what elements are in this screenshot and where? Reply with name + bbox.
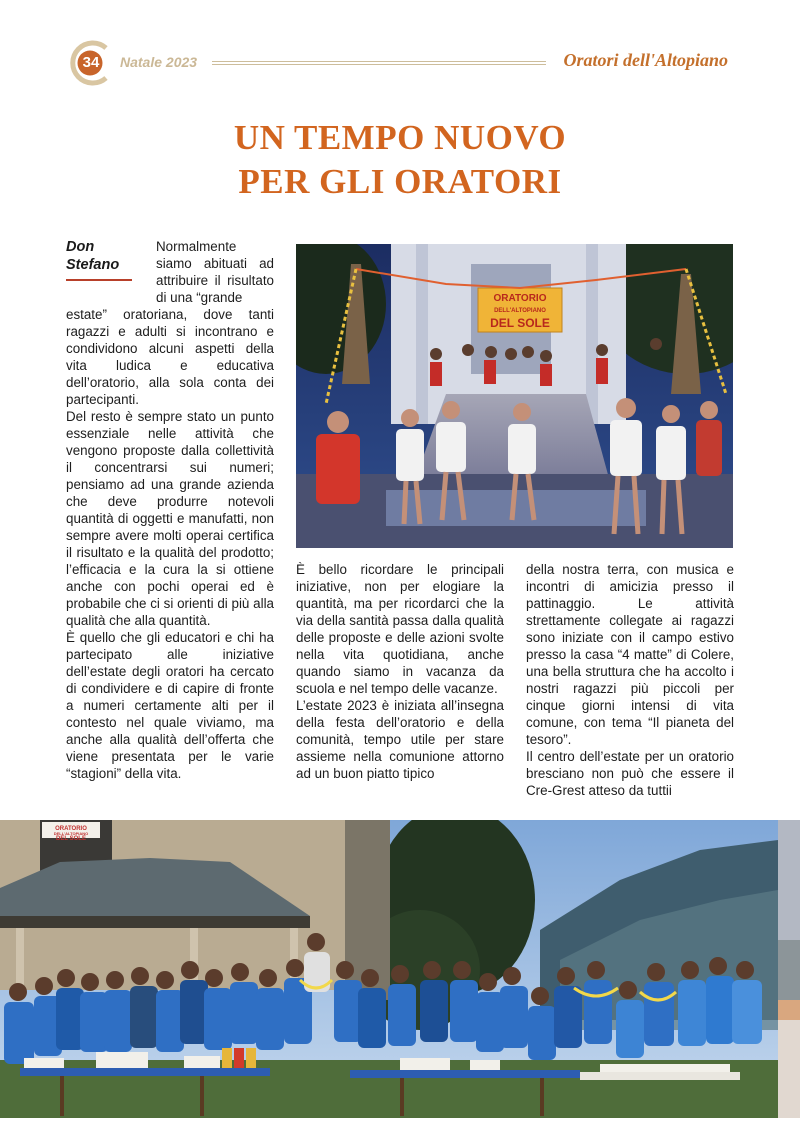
author-line-1: Don [66,239,95,255]
paragraph: estate” oratoriana, dove tanti ragazzi e adulti si incontrano e condividono alcuni aspetti della vita ludica e educativa dell’oratorio, alla sola conta dei partecipanti. [66,307,274,407]
author-line-2: Stefano [66,257,120,273]
banner-line-2: DELL'ALTOPIANO [494,308,546,314]
page-header [0,0,800,100]
page-number: 34 [82,54,100,71]
paragraph: Normalmente siamo abituati ad attribuire il risultato di una “grande [156,239,274,305]
sign-line-3: DEL SOLE [56,836,86,842]
photo-group-outdoor-image [0,820,778,1118]
article-title [0,116,800,204]
photo-edge-strip-image [778,820,800,1118]
paragraph: Del resto è sempre stato un punto essenziale nelle attività che vengono proposte dalla collettività il concentrarsi sui numeri; pensiamo ad una grande azienda che deve produrre notevoli quantità di oggetti e manufatti, non sempre avere molti operai certifica il risultato e la qualità del prodotto; l’efficacia e la cura la si ottiene anche con pochi operai ed è probabile che ci si orienti di più alla qualità che alla quantità. [66,409,274,628]
paragraph: È bello ricordare le principali iniziative, non per elogiare la quantità, ma per ricordarci che la via della santità passa dalla qualità delle proposte e delle azioni svolte nella vita quotidiana, anche quando siamo in vacanza da scuola e nel tempo delle vacanze. [296,562,504,696]
text-column-3 [526,561,734,799]
issue-label: Natale 2023 [120,54,198,70]
article-title-line-2: PER GLI ORATORI [238,162,562,201]
header-rule [212,61,546,67]
section-title: Oratori dell'Altopiano [563,50,728,70]
banner-line-3: DEL SOLE [490,316,550,330]
photo-group-outdoor [0,820,778,1118]
sign-line-2: DELL'ALTOPIANO [53,831,89,836]
text-column-2 [296,561,504,782]
photo-edge-strip [778,820,800,1118]
paragraph: della nostra terra, con musica e incontri di amicizia presso il pattinaggio. Le attività strettamente collegate ai ragazzi sono iniziate con il campo estivo presso la casa “4 matte” di Colere, una bella struttura che ha accolto i nostri ragazzi più piccoli per cinque giorni intensi di vita comune, con tema “Il pianeta del tesoro”. [526,562,734,747]
photo-oratorio-stage-image [296,244,733,548]
paragraph: È quello che gli educatori e chi ha partecipato alle iniziative dell’estate degli oratori ha cercato di condividere e di capire di fronte a numeri certamente alti per il contesto nel quale viviamo, ma anche alla qualità dell’offerta che viene presentata per le varie “stagioni” della vita. [66,630,274,781]
article-title-line-1: UN TEMPO NUOVO [233,118,567,157]
paragraph: L’estate 2023 è iniziata all’insegna della festa dell’oratorio e della comunità, tempo utile per stare assieme nella comunione attorno ad un buon piatto tipico [296,698,504,781]
sign-line-1: ORATORIO [55,826,87,832]
photo-oratorio-stage [296,244,733,548]
banner-line-1: ORATORIO [493,293,547,304]
text-column-1 [66,238,274,782]
paragraph: Il centro dell’estate per un oratorio bresciano non può che essere il Cre-Grest atteso da tuttii [526,749,734,798]
